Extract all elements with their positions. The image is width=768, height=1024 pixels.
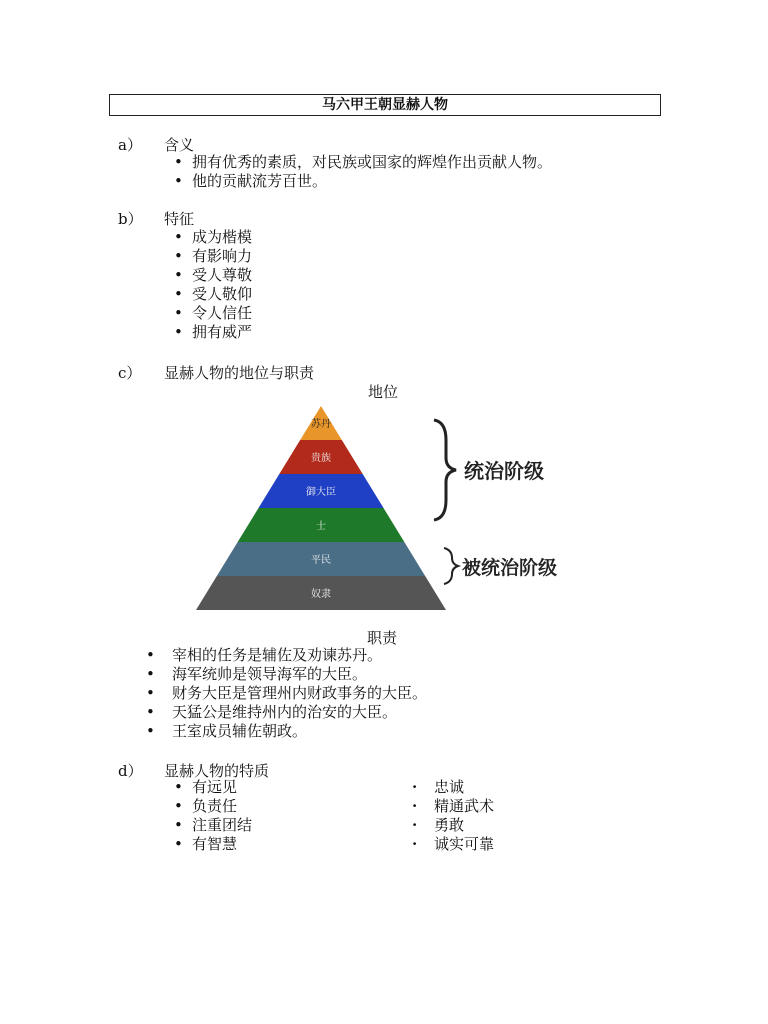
pyramid-level-label: 士 — [316, 521, 326, 532]
ruled-class-brace — [444, 548, 458, 584]
section-c-marker: c） — [118, 364, 142, 382]
list-item: • 有影响力 — [172, 247, 252, 266]
duty-label: 职责 — [367, 629, 398, 647]
list-item: • 拥有威严 — [172, 323, 252, 342]
position-label: 地位 — [368, 383, 399, 401]
list-item: • 受人尊敬 — [172, 266, 252, 285]
section-a-heading: 含义 — [164, 136, 195, 154]
list-item: · 诚实可靠 — [412, 835, 494, 854]
list-item: · 精通武术 — [412, 797, 494, 816]
hierarchy-pyramid-diagram — [0, 400, 768, 630]
list-item: • 王室成员辅佐朝政。 — [146, 722, 427, 741]
traits-right-list — [412, 778, 494, 854]
list-item: • 宰相的任务是辅佐及劝谏苏丹。 — [146, 646, 427, 665]
ruled-class-label: 被统治阶级 — [462, 557, 558, 579]
pyramid-level-label: 苏丹 — [311, 419, 331, 430]
list-item: • 负责任 — [172, 797, 252, 816]
list-item: • 注重团结 — [172, 816, 252, 835]
list-item: · 勇敢 — [412, 816, 494, 835]
list-item: • 成为楷模 — [172, 228, 252, 247]
list-item: • 受人敬仰 — [172, 285, 252, 304]
list-item: • 他的贡献流芳百世。 — [172, 172, 552, 191]
pyramid-level-label: 贵族 — [311, 453, 331, 464]
pyramid-level-label: 御大臣 — [306, 487, 336, 498]
list-item: • 拥有优秀的素质，对民族或国家的辉煌作出贡献人物。 — [172, 153, 552, 172]
section-d-heading: 显赫人物的特质 — [164, 762, 270, 780]
duties-list — [146, 646, 427, 741]
section-a-list — [172, 153, 552, 191]
traits-left-list — [172, 778, 252, 854]
pyramid-level-label: 平民 — [311, 555, 331, 566]
list-item: • 令人信任 — [172, 304, 252, 323]
list-item: • 有智慧 — [172, 835, 252, 854]
ruling-class-brace — [434, 420, 456, 520]
list-item: • 有远见 — [172, 778, 252, 797]
list-item: • 海军统帅是领导海军的大臣。 — [146, 665, 427, 684]
section-d-marker: d） — [118, 762, 143, 780]
list-item: · 忠诚 — [412, 778, 494, 797]
section-b-marker: b） — [118, 210, 143, 228]
document-title: 马六甲王朝显赫人物 — [109, 94, 661, 116]
list-item: • 天猛公是维持州内的治安的大臣。 — [146, 703, 427, 722]
section-b-heading: 特征 — [164, 210, 195, 228]
section-c-heading: 显赫人物的地位与职责 — [164, 364, 315, 382]
ruling-class-label: 统治阶级 — [464, 459, 544, 483]
section-b-list — [172, 228, 252, 342]
list-item: • 财务大臣是管理州内财政事务的大臣。 — [146, 684, 427, 703]
section-a-marker: a） — [118, 136, 142, 154]
pyramid-level-label: 奴隶 — [311, 589, 331, 600]
